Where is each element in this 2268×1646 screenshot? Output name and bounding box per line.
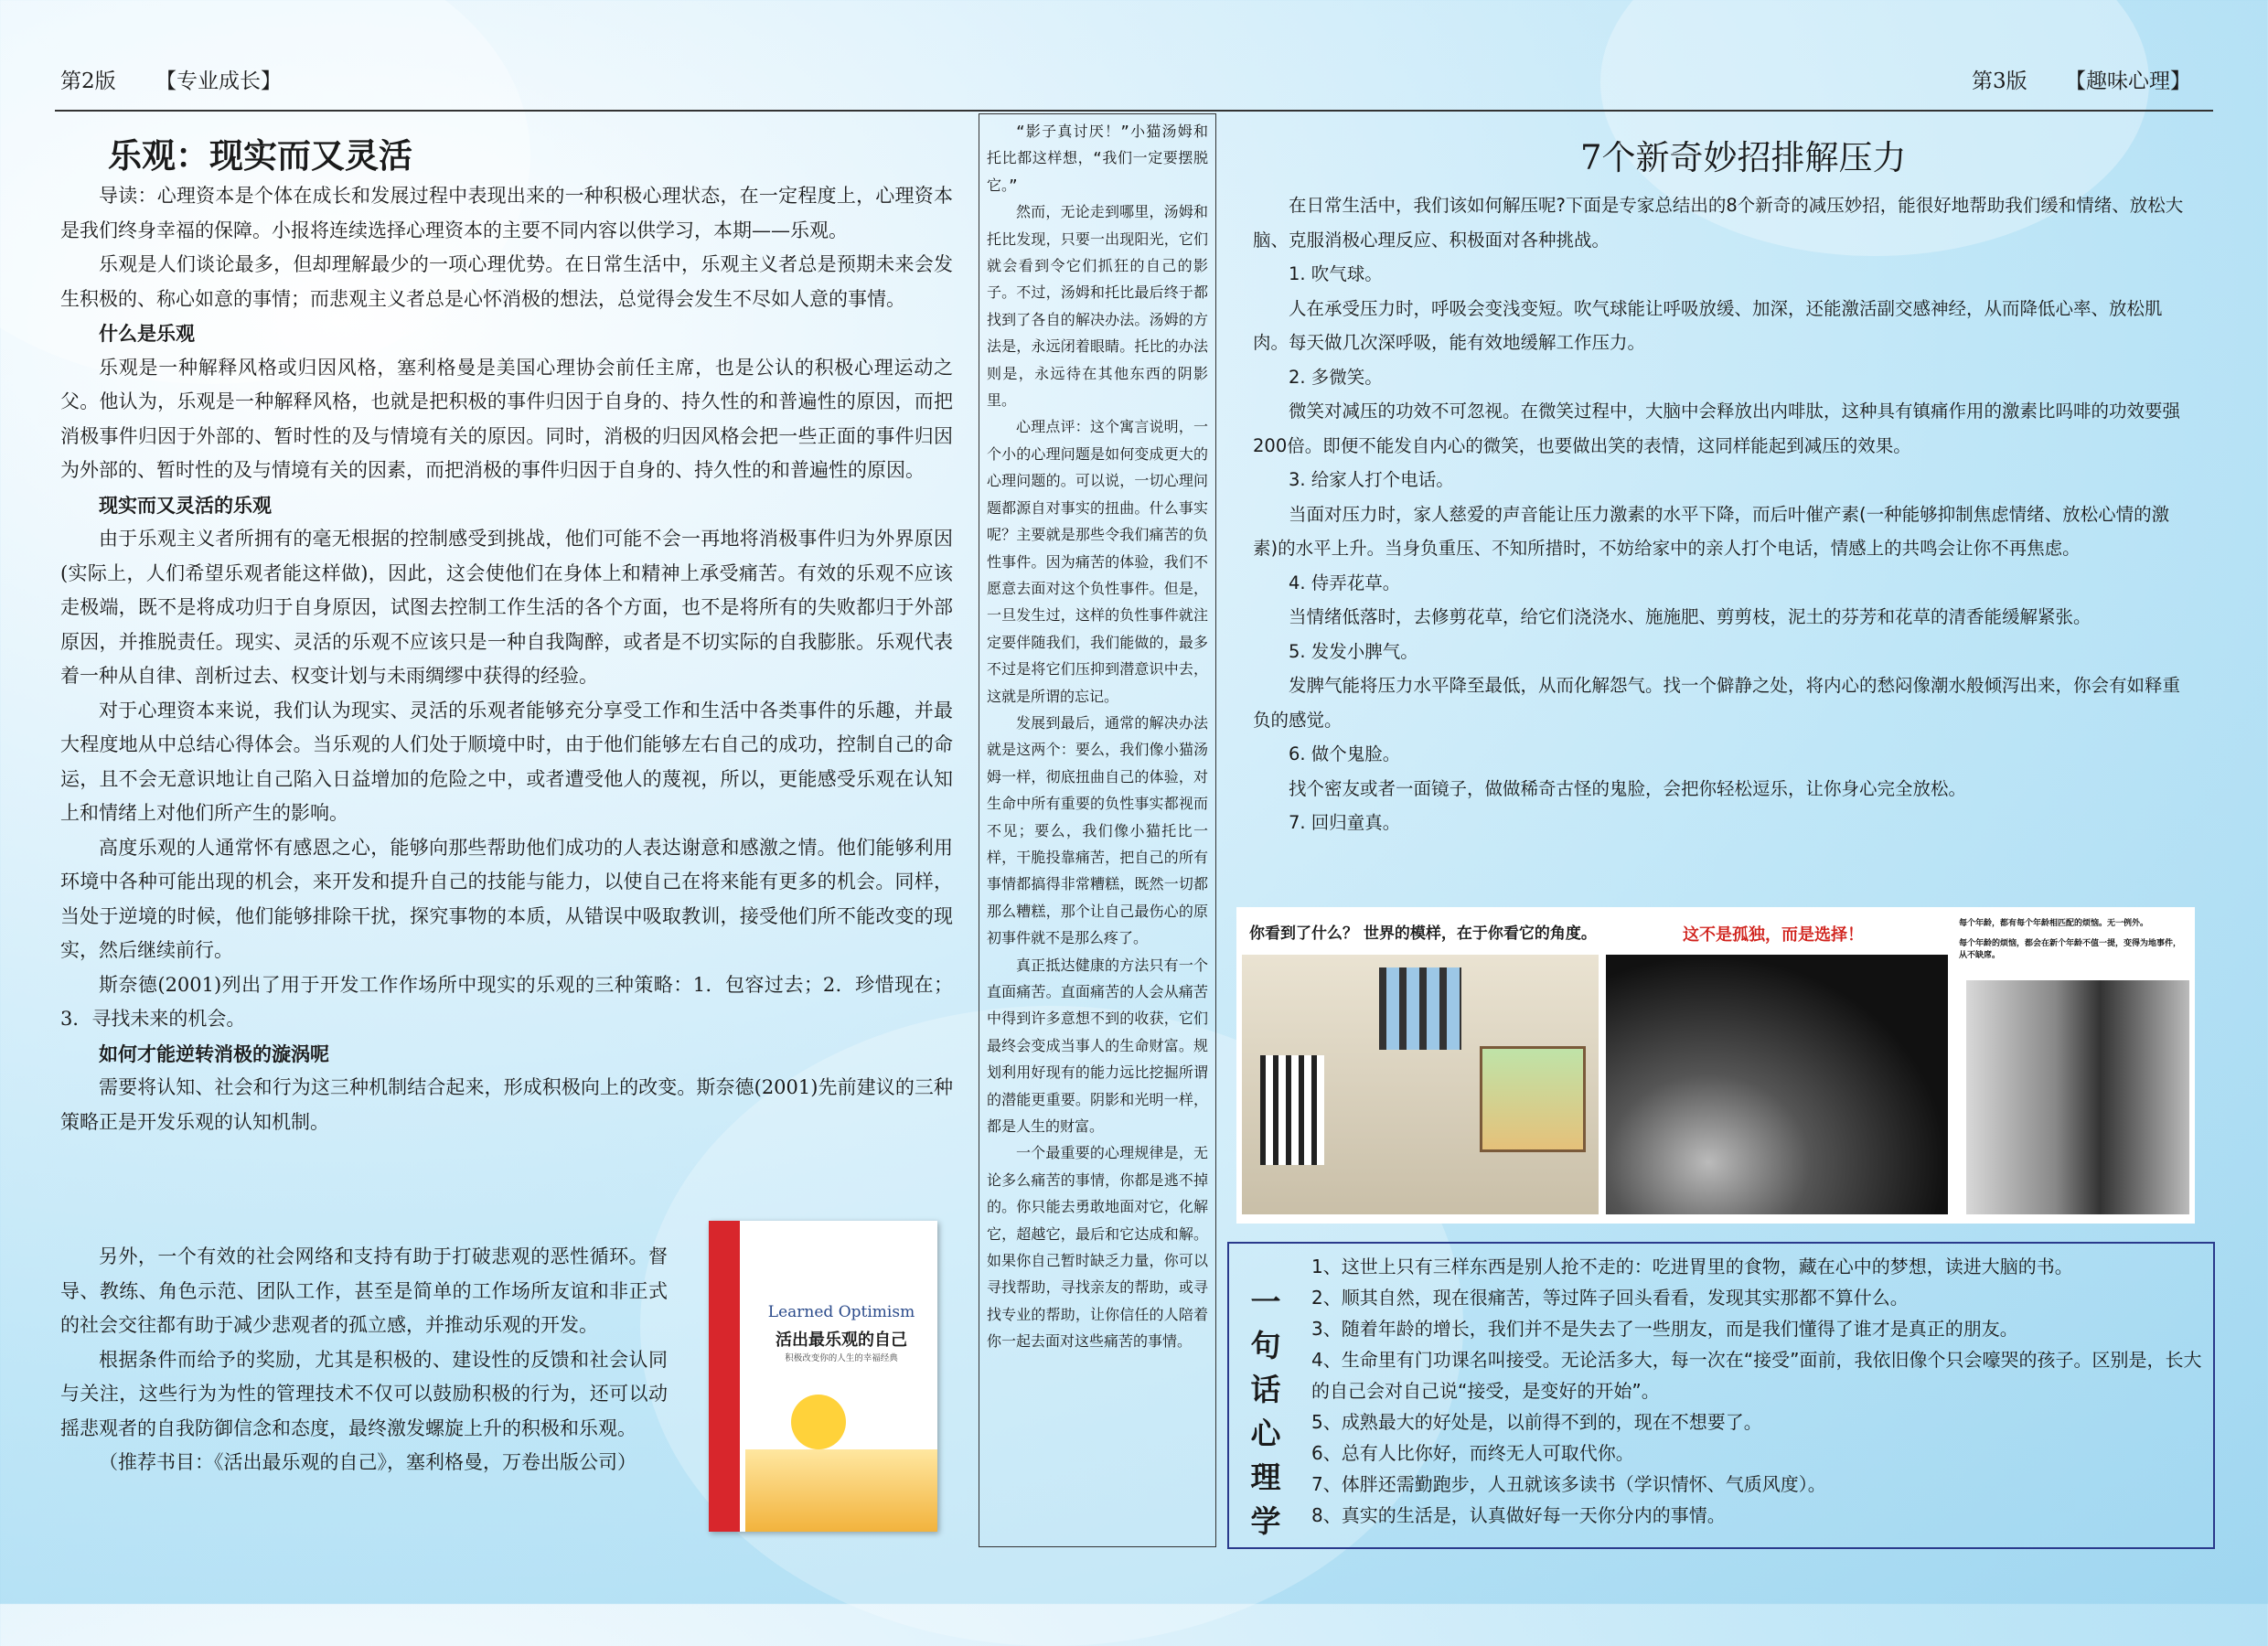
tip-heading: 7. 回归童真。 bbox=[1289, 812, 1401, 833]
prison-window bbox=[1379, 967, 1461, 1050]
easel-left bbox=[1260, 1055, 1324, 1165]
tip-heading: 4. 侍弄花草。 bbox=[1289, 572, 1401, 593]
photo-caption-choice: 这不是孤独，而是选择！ bbox=[1683, 925, 1864, 945]
left-page-number: 第2版 bbox=[60, 69, 116, 93]
photo-caption-age-1: 每个年龄，都有每个年龄相匹配的烦恼。无一例外。 bbox=[1959, 919, 2149, 928]
sun-icon bbox=[791, 1395, 846, 1449]
photo-caption-age-2: 每个年龄的烦恼，都会在新个年龄不值一提，变得为地事件，从不缺席。 bbox=[1959, 939, 2182, 960]
quote-item: 4、生命里有门功课名叫接受。无论活多大，每一次在“接受”面前，我依旧像个只会嚎哭的孩子。区别是，长大的自己会对自己说“接受，是变好的开始”。 bbox=[1311, 1349, 2202, 1402]
cartoon-prisoners-image bbox=[1242, 955, 1599, 1214]
intro-paragraph: 导读：心理资本是个体在成长和发展过程中表现出来的一种积极心理状态，在一定程度上，心理资本是我们终身幸福的保障。小报将连续选择心理资本的主要不同内容以供学习，本期——乐观。 bbox=[60, 185, 953, 241]
tip-body: 人在承受压力时，呼吸会变浅变短。吹气球能让呼吸放缓、加深，还能激活副交感神经，从而降低心率、放松肌肉。每天做几次深呼吸，能有效地缓解工作压力。 bbox=[1253, 297, 2163, 353]
left-article-title: 乐观：现实而又灵活 bbox=[108, 135, 412, 176]
section-heading: 什么是乐观 bbox=[99, 322, 195, 345]
left-article-body-narrow bbox=[60, 1240, 668, 1480]
paragraph: “影子真讨厌！”小猫汤姆和托比都这样想，“我们一定要摆脱它。” bbox=[987, 123, 1208, 194]
quotes-list bbox=[1311, 1251, 2208, 1531]
crowd-photo-image bbox=[1606, 955, 1948, 1214]
paragraph: 另外，一个有效的社会网络和支持有助于打破悲观的恶性循环。督导、教练、角色示范、团队工作，甚至是简单的工作场所友谊和非正式的社会交往都有助于减少悲观者的孤立感，并推动乐观的开发。 bbox=[60, 1245, 668, 1336]
quotes-vertical-title: 一 句 话 心 理 学 bbox=[1250, 1284, 1281, 1539]
paragraph: 乐观是人们谈论最多，但却理解最少的一项心理优势。在日常生活中，乐观主义者总是预期未来会发生积极的、称心如意的事情；而悲观主义者总是心怀消极的想法，总觉得会发生不尽如人意的事情。 bbox=[60, 253, 953, 310]
photo-caption-perspective: 你看到了什么？ 世界的模样，在于你看它的角度。 bbox=[1249, 925, 1597, 943]
tip-heading: 3. 给家人打个电话。 bbox=[1289, 469, 1454, 490]
left-section-label: 【专业成长】 bbox=[155, 69, 282, 93]
quote-item: 2、顺其自然，现在很痛苦，等过阵子回头看看，发现其实那都不算什么。 bbox=[1311, 1287, 1909, 1309]
commentary-paragraph: 心理点评：这个寓言说明，一个小的心理问题是如何变成更大的心理问题的。可以说，一切心理问题都源自对事实的扭曲。什么事实呢？主要就是那些令我们痛苦的负性事件。因为痛苦的体验，我们不愿意去面对这个负性事件。但是，一旦发生过，这样的负性事件就注定要伴随我们，我们能做的，最多不过是将它们压抑到潜意识中去，这就是所谓的忘记。 bbox=[987, 418, 1208, 705]
book-spine bbox=[709, 1221, 740, 1532]
paragraph: 真正抵达健康的方法只有一个直面痛苦。直面痛苦的人会从痛苦中得到许多意想不到的收获，它们最终会变成当事人的生命财富。规划利用好现有的能力远比挖掘所谓的潜能更重要。阴影和光明一样，都是人生的财富。 bbox=[987, 956, 1208, 1136]
section-heading: 如何才能逆转消极的漩涡呢 bbox=[99, 1042, 329, 1065]
tip-body: 当面对压力时，家人慈爱的声音能让压力激素的水平下降，而后叶催产素(一种能够抑制焦虑情绪、放松心情的激素)的水平上升。当身负重压、不知所措时，不妨给家中的亲人打个电话，情感上的共鸣会让你不再焦虑。 bbox=[1253, 503, 2170, 559]
book-cover-art bbox=[745, 1449, 937, 1532]
quote-item: 1、这世上只有三样东西是别人抢不走的：吃进胃里的食物，藏在心中的梦想，读进大脑的书。 bbox=[1311, 1256, 2073, 1277]
right-section-label: 【趣味心理】 bbox=[2065, 69, 2191, 93]
quote-item: 3、随着年龄的增长，我们并不是失去了一些朋友，而是我们懂得了谁才是真正的朋友。 bbox=[1311, 1318, 2018, 1340]
right-article-body bbox=[1253, 188, 2186, 840]
quote-item: 5、成熟最大的好处是，以前得不到的，现在不想要了。 bbox=[1311, 1411, 1762, 1433]
tip-body: 找个密友或者一面镜子，做做稀奇古怪的鬼脸，会把你轻松逗乐，让你身心完全放松。 bbox=[1289, 777, 1967, 799]
paragraph: 对于心理资本来说，我们认为现实、灵活的乐观者能够充分享受工作和生活中各类事件的乐趣，并最大程度地从中总结心得体会。当乐观的人们处于顺境中时，由于他们能够左右自己的成功，控制自己的命运，且不会无意识地让自己陷入日益增加的危险之中，或者遭受他人的蔑视，所以，更能感受乐观在认知上和情绪上对他们所产生的影响。 bbox=[60, 699, 953, 824]
quote-item: 6、总有人比你好，而终无人可取代你。 bbox=[1311, 1442, 1634, 1464]
tip-heading: 6. 做个鬼脸。 bbox=[1289, 743, 1401, 764]
tip-heading: 5. 发发小脾气。 bbox=[1289, 640, 1418, 662]
right-page-number: 第3版 bbox=[1972, 69, 2027, 93]
book-recommendation: （推荐书目：《活出最乐观的自己》，塞利格曼，万卷出版公司） bbox=[99, 1451, 637, 1473]
tip-heading: 2. 多微笑。 bbox=[1289, 366, 1383, 388]
right-article-title: 7个新奇妙招排解压力 bbox=[1580, 138, 1907, 177]
photo-strip bbox=[1236, 907, 2195, 1224]
quote-item: 7、体胖还需勤跑步，人丑就该多读书（学识情怀、气质风度）。 bbox=[1311, 1473, 1826, 1495]
fable-column bbox=[979, 113, 1216, 1547]
book-cn-title: 活出最乐观的自己 bbox=[776, 1331, 907, 1350]
paragraph: 根据条件而给予的奖励，尤其是积极的、建设性的反馈和社会认同与关注，这些行为为性的管理技术不仅可以鼓励积极的行为，还可以动摇悲观者的自我防御信念和态度，最终激发螺旋上升的积极和乐观。 bbox=[60, 1348, 668, 1439]
quote-item: 8、真实的生活是，认真做好每一天你分内的事情。 bbox=[1311, 1504, 1726, 1526]
easel-right bbox=[1480, 1046, 1586, 1152]
paragraph: 需要将认知、社会和行为这三种机制结合起来，形成积极向上的改变。斯奈德(2001)先前建议的三种策略正是开发乐观的认知机制。 bbox=[60, 1076, 953, 1133]
father-son-photo-image bbox=[1966, 980, 2189, 1214]
paragraph: 发展到最后，通常的解决办法就是这两个：要么，我们像小猫汤姆一样，彻底扭曲自己的体验，对生命中所有重要的负性事实都视而不见；要么，我们像小猫托比一样，干脆投靠痛苦，把自己的所有事情都搞得非常糟糕，既然一切都那么糟糕，那个让自己最伤心的原初事件就不是那么疼了。 bbox=[987, 713, 1208, 947]
book-en-title: Learned Optimism bbox=[767, 1303, 915, 1321]
paragraph: 然而，无论走到哪里，汤姆和托比发现，只要一出现阳光，它们就会看到令它们抓狂的自己的影子。不过，汤姆和托比最后终于都找到了各自的解决办法。汤姆的方法是，永远闭着眼睛。托比的办法则是，永远待在其他东西的阴影里。 bbox=[987, 203, 1208, 410]
section-heading: 现实而又灵活的乐观 bbox=[99, 493, 272, 517]
tip-body: 发脾气能将压力水平降至最低，从而化解怨气。找一个僻静之处，将内心的愁闷像潮水般倾泻出来，你会有如释重负的感觉。 bbox=[1253, 675, 2181, 731]
intro-paragraph: 在日常生活中，我们该如何解压呢?下面是专家总结出的8个新奇的减压妙招，能很好地帮助我们缓和情绪、放松大脑、克服消极心理反应、积极面对各种挑战。 bbox=[1253, 195, 2184, 251]
paragraph: 一个最重要的心理规律是，无论多么痛苦的事情，你都是逃不掉的。你只能去勇敢地面对它，化解它，超越它，最后和它达成和解。如果你自己暂时缺乏力量，你可以寻找帮助，寻找亲友的帮助，或寻找专业的帮助，让你信任的人陪着你一起去面对这些痛苦的事情。 bbox=[987, 1144, 1208, 1351]
left-article-body bbox=[60, 179, 953, 1139]
quotes-box bbox=[1227, 1242, 2215, 1549]
paragraph: 斯奈德(2001)列出了用于开发工作作场所中现实的乐观的三种策略：1．包容过去；2．珍惜现在；3．寻找未来的机会。 bbox=[60, 973, 953, 1030]
tip-heading: 1. 吹气球。 bbox=[1289, 263, 1383, 284]
book-cover-image bbox=[709, 1221, 937, 1532]
book-subtitle: 积极改变你的人生的幸福经典 bbox=[785, 1353, 898, 1363]
paragraph: 由于乐观主义者所拥有的毫无根据的控制感受到挑战，他们可能不会一再地将消极事件归为外界原因(实际上，人们希望乐观者能这样做)，因此，这会使他们在身体上和精神上承受痛苦。有效的乐观不应该走极端，既不是将成功归于自身原因，试图去控制工作生活的各个方面，也不是将所有的失败都归于外部原因，并推脱责任。现实、灵活的乐观不应该只是一种自我陶醉，或者是不切实际的自我膨胀。乐观代表着一种从自律、剖析过去、权变计划与未雨绸缪中获得的经验。 bbox=[60, 528, 953, 687]
paragraph: 乐观是一种解释风格或归因风格，塞利格曼是美国心理协会前任主席，也是公认的积极心理运动之父。他认为，乐观是一种解释风格，也就是把积极的事件归因于自身的、持久性的和普遍性的原因，而把消极事件归因于外部的、暂时性的及与情境有关的原因。同时，消极的归因风格会把一些正面的事件归因为外部的、暂时性的及与情境有关的因素，而把消极的事件归因于自身的、持久性的和普遍性的原因。 bbox=[60, 356, 953, 481]
tip-body: 微笑对减压的功效不可忽视。在微笑过程中，大脑中会释放出内啡肽，这种具有镇痛作用的激素比吗啡的功效要强200倍。即便不能发自内心的微笑，也要做出笑的表情，这同样能起到减压的效果。 bbox=[1253, 401, 2181, 456]
tip-body: 当情绪低落时，去修剪花草，给它们浇浇水、施施肥、剪剪枝，泥土的芬芳和花草的清香能缓解紧张。 bbox=[1289, 606, 2091, 627]
paragraph: 高度乐观的人通常怀有感恩之心，能够向那些帮助他们成功的人表达谢意和感激之情。他们能够利用环境中各种可能出现的机会，来开发和提升自己的技能与能力，以使自己在将来能有更多的机会。同样，当处于逆境的时候，他们能够排除干扰，探究事物的本质，从错误中吸取教训，接受他们所不能改变的现实，然后继续前行。 bbox=[60, 836, 953, 961]
header-rule bbox=[55, 110, 2213, 112]
